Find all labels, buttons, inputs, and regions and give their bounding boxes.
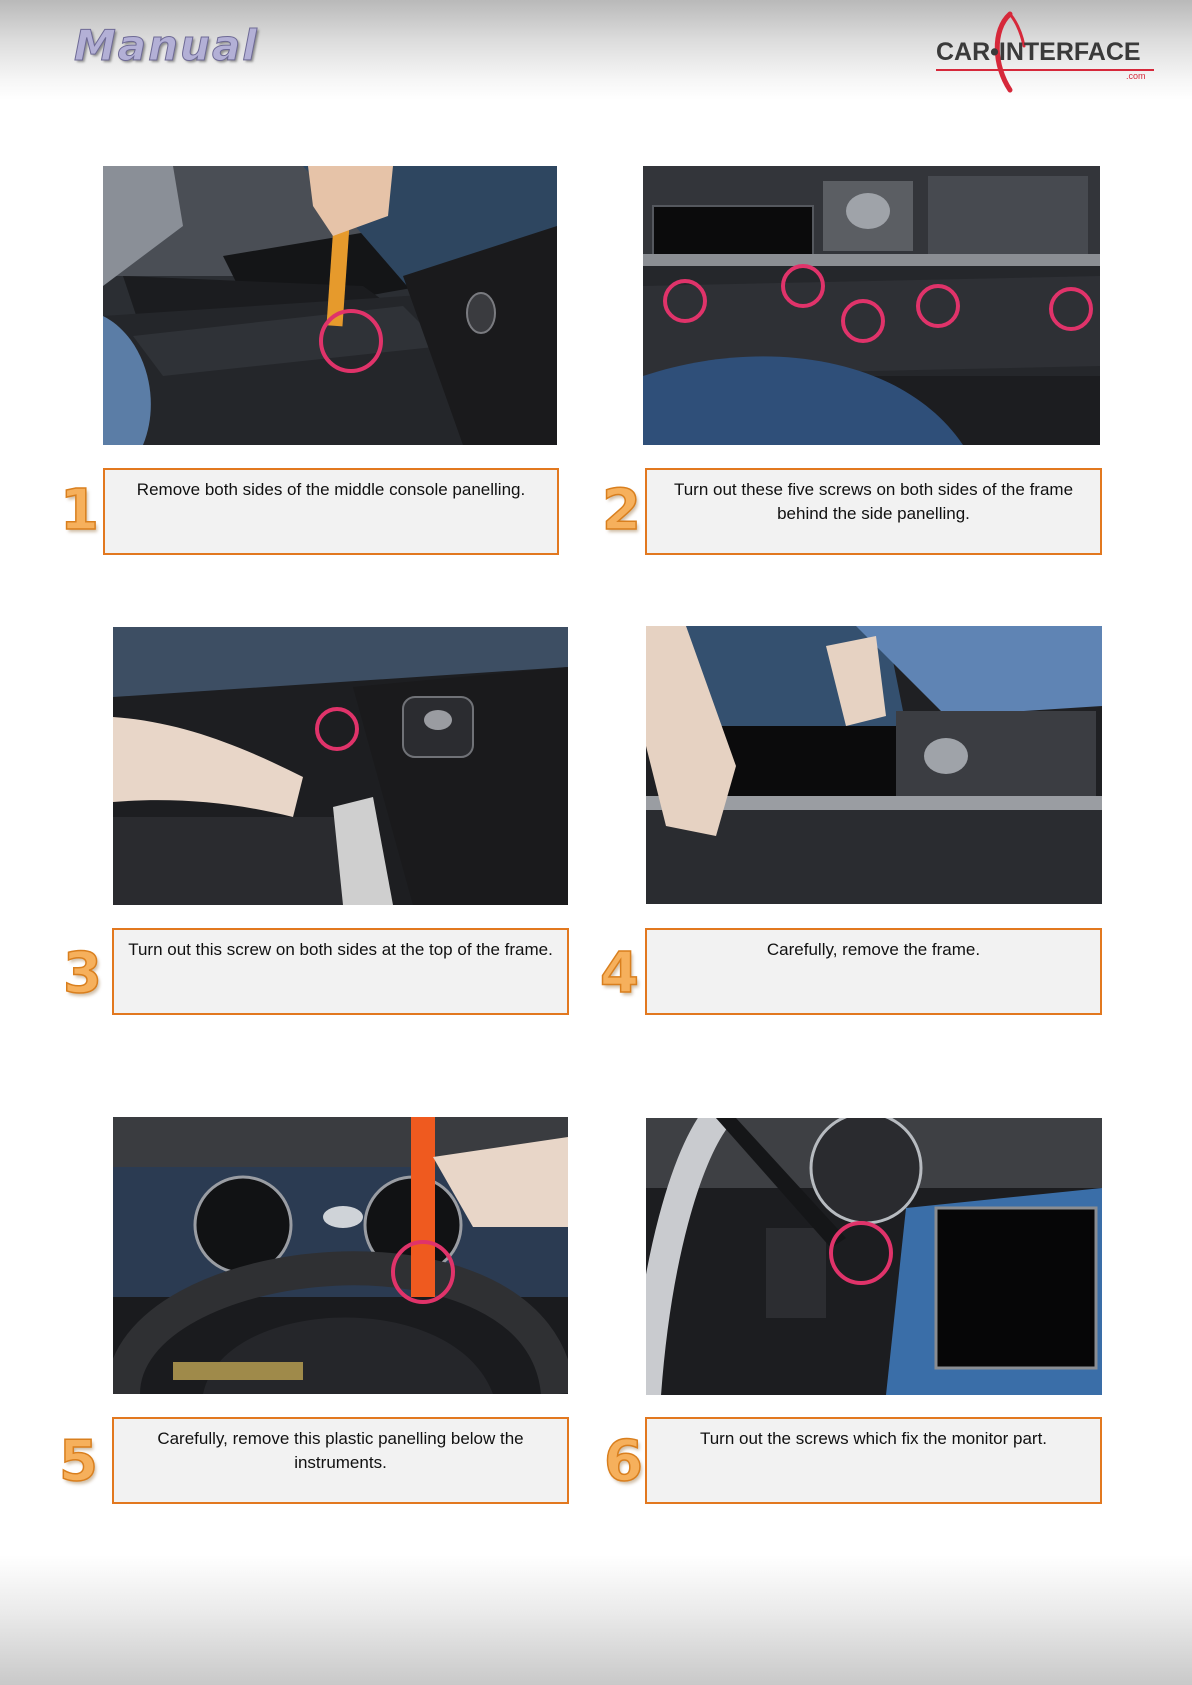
step-5-instruction [112, 1417, 569, 1504]
step-2-number: 2 [602, 478, 641, 543]
car-interface-logo [930, 10, 1162, 94]
logo-suffix: .com [1126, 71, 1146, 81]
step-1-text: Remove both sides of the middle console panelling. [136, 480, 526, 499]
step-3-photo [113, 627, 568, 905]
step-2-text: Turn out these five screws on both sides of the frame behind the side panelling. [673, 480, 1074, 523]
step-2-photo [643, 166, 1100, 445]
step-5-photo [113, 1117, 568, 1394]
logo-underline [936, 69, 1154, 71]
page-footer [0, 1555, 1192, 1685]
step-6-instruction [645, 1417, 1102, 1504]
step-6-number: 6 [604, 1429, 643, 1494]
manual-title: Manual [74, 21, 259, 70]
step-5-text: Carefully, remove this plastic panelling below the instruments. [157, 1429, 524, 1472]
step-1-number: 1 [60, 478, 99, 543]
step-4-text: Carefully, remove the frame. [766, 940, 981, 959]
logo-wordmark: CAR•INTERFACE [936, 38, 1141, 66]
step-3-text: Turn out this screw on both sides at the top of the frame. [128, 940, 553, 959]
step-4-photo [646, 626, 1102, 904]
step-6-text: Turn out the screws which fix the monitor part. [699, 1429, 1048, 1448]
step-1-instruction [103, 468, 559, 555]
step-1-photo [103, 166, 557, 445]
step-4-instruction [645, 928, 1102, 1015]
step-4-number: 4 [600, 941, 639, 1006]
step-5-number: 5 [59, 1429, 98, 1494]
step-3-number: 3 [63, 941, 102, 1006]
step-3-instruction [112, 928, 569, 1015]
step-6-photo [646, 1118, 1102, 1395]
step-2-instruction [645, 468, 1102, 555]
